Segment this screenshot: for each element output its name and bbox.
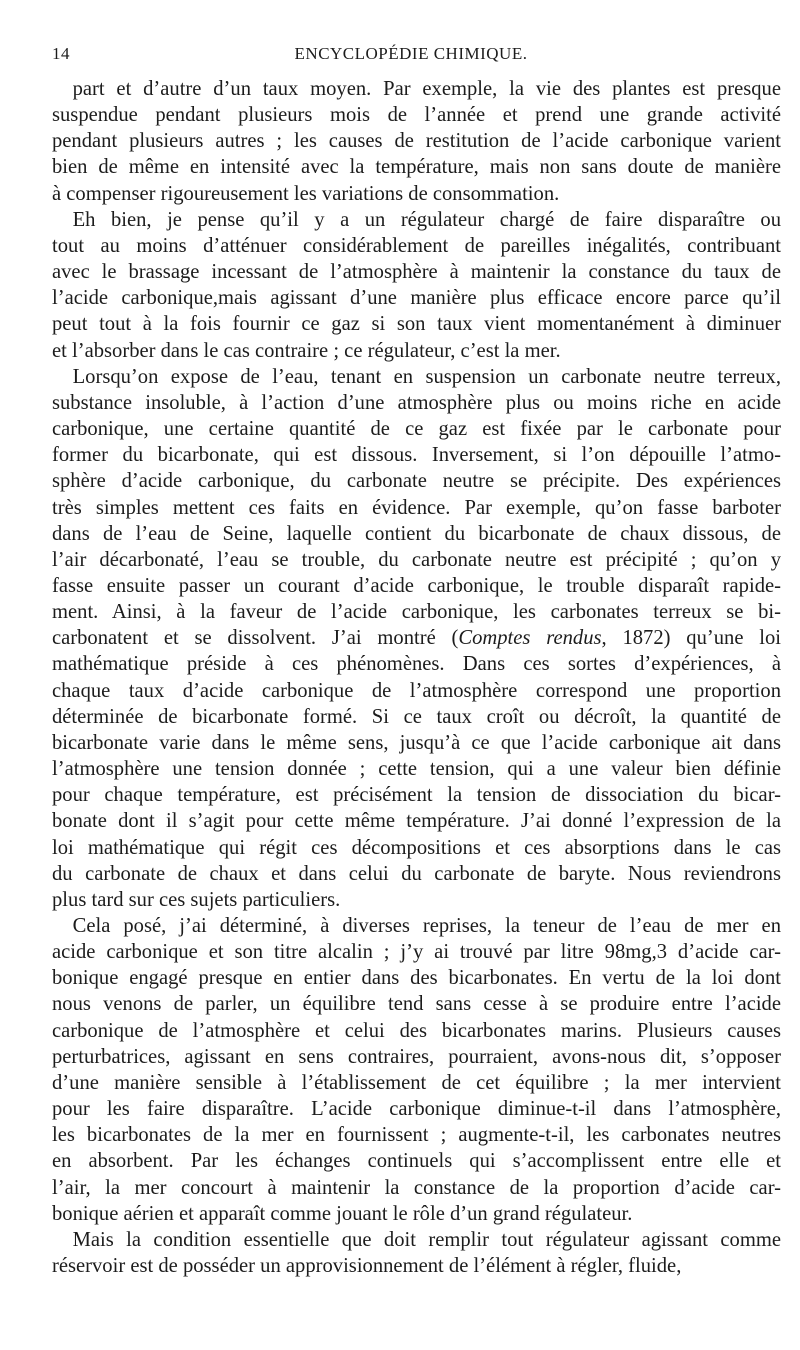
- text-line: bien de même en intensité avec la température, mais non sans doute de manière: [52, 156, 781, 179]
- text-line: pour les faire disparaître. L’acide carbonique diminue-t-il dans l’atmosphère,: [52, 1098, 781, 1121]
- text-line: nous venons de parler, un équilibre tend sans cesse à se produire entre l’acide: [52, 993, 781, 1016]
- text-line: sphère d’acide carbonique, du carbonate neutre se précipite. Des expériences: [52, 470, 781, 493]
- running-title: ENCYCLOPÉDIE CHIMIQUE.: [294, 44, 528, 63]
- text-line: fasse ensuite passer un courant d’acide carbonique, le trouble disparaît rapide-: [52, 574, 781, 597]
- text-line: pendant plusieurs autres ; les causes de restitution de l’acide carbonique varient: [52, 130, 781, 153]
- text-line: d’une manière sensible à l’établissement de cet équilibre ; la mer intervient: [52, 1071, 781, 1094]
- text-line: bonique aérien et apparaît comme jouant le rôle d’un grand régulateur.: [52, 1202, 633, 1225]
- running-head: [52, 44, 770, 66]
- text-line: chaque taux d’acide carbonique de l’atmosphère correspond une proportion: [52, 679, 781, 702]
- text-line: dans de l’eau de Seine, laquelle contient du bicarbonate de chaux dissous, de: [52, 522, 781, 545]
- body-text: [52, 76, 781, 1279]
- text-line: carbonique, une certaine quantité de ce gaz est fixée par le carbonate pour: [52, 418, 781, 441]
- paragraph: [52, 1227, 781, 1279]
- text-line: substance insoluble, à l’action d’une atmosphère plus ou moins riche en acide: [52, 391, 781, 414]
- text-line: acide carbonique et son titre alcalin ; j’y ai trouvé par litre 98mg,3 d’acide car-: [52, 941, 781, 964]
- text-line: bonate dont il s’agit pour cette même température. J’ai donné l’expression de la: [52, 810, 781, 833]
- paragraph: [52, 76, 781, 207]
- paragraph: [52, 913, 781, 1227]
- text-line: l’atmosphère une tension donnée ; cette tension, qui a une valeur bien définie: [52, 758, 781, 781]
- text-line: l’acide carbonique,mais agissant d’une manière plus efficace encore parce qu’il: [52, 287, 781, 310]
- paragraph: [52, 207, 781, 364]
- text-line: du carbonate de chaux et dans celui du carbonate de baryte. Nous reviendrons: [52, 862, 781, 885]
- text-line: ment. Ainsi, à la faveur de l’acide carbonique, les carbonates terreux se bi-: [52, 601, 781, 624]
- text-line: mathématique préside à ces phénomènes. Dans ces sortes d’expériences, à: [52, 653, 781, 676]
- text-line: carbonatent et se dissolvent. J’ai montré (Comptes rendus, 1872) qu’une loi: [52, 627, 781, 650]
- paragraph: [52, 364, 781, 913]
- text-line: peut tout à la fois fournir ce gaz si son taux vient momentanément à diminuer: [52, 313, 781, 336]
- text-line: très simples mettent ces faits en évidence. Par exemple, qu’on fasse barboter: [52, 496, 781, 519]
- text-line: réservoir est de posséder un approvisionnement de l’élément à régler, fluide,: [52, 1255, 682, 1278]
- page-number: 14: [52, 44, 70, 63]
- text-line: l’air, la mer concourt à maintenir la constance de la proportion d’acide car-: [52, 1176, 781, 1199]
- text-line: Mais la condition essentielle que doit remplir tout régulateur agissant comme: [72, 1228, 781, 1251]
- text-line: perturbatrices, agissant en sens contraires, pourraient, avons-nous dit, s’opposer: [52, 1045, 781, 1068]
- journal-title: Comptes rendus: [458, 627, 602, 650]
- text-line: plus tard sur ces sujets particuliers.: [52, 888, 341, 911]
- text-line: Cela posé, j’ai déterminé, à diverses reprises, la teneur de l’eau de mer en: [72, 915, 781, 937]
- text-line: carbonique de l’atmosphère et celui des bicarbonates marins. Plusieurs causes: [52, 1019, 781, 1042]
- text-line: part et d’autre d’un taux moyen. Par exemple, la vie des plantes est presque: [72, 78, 781, 100]
- text-line: loi mathématique qui régit ces décompositions et ces absorptions dans le cas: [52, 836, 781, 859]
- text-line: déterminée de bicarbonate formé. Si ce taux croît ou décroît, la quantité de: [52, 705, 781, 728]
- text-line: et l’absorber dans le cas contraire ; ce régulateur, c’est la mer.: [52, 339, 561, 362]
- text-line: en absorbent. Par les échanges continuels qui s’accomplissent entre elle et: [52, 1150, 781, 1173]
- text-line: suspendue pendant plusieurs mois de l’année et prend une grande activité: [52, 104, 781, 127]
- text-line: pour chaque température, est précisément la tension de dissociation du bicar-: [52, 784, 781, 807]
- text-line: former du bicarbonate, qui est dissous. Inversement, si l’on dépouille l’atmo-: [52, 444, 781, 467]
- text-line: Lorsqu’on expose de l’eau, tenant en suspension un carbonate neutre terreux,: [72, 365, 781, 388]
- text-line: Eh bien, je pense qu’il y a un régulateur chargé de faire disparaître ou: [72, 208, 781, 231]
- text-line: avec le brassage incessant de l’atmosphère à maintenir la constance du taux de: [52, 261, 781, 284]
- text-line: bonique engagé presque en entier dans des bicarbonates. En vertu de la loi dont: [52, 967, 781, 990]
- text-line: bicarbonate varie dans le même sens, jusqu’à ce que l’acide carbonique ait dans: [52, 731, 781, 754]
- text-line: les bicarbonates de la mer en fournissent ; augmente-t-il, les carbonates neutres: [52, 1124, 781, 1147]
- text-line: à compenser rigoureusement les variations de consommation.: [52, 182, 560, 205]
- text-line: tout au moins d’atténuer considérablement de pareilles inégalités, contribuant: [52, 234, 781, 257]
- text-line: l’air décarbonaté, l’eau se trouble, du carbonate neutre est précipité ; qu’on y: [52, 548, 781, 571]
